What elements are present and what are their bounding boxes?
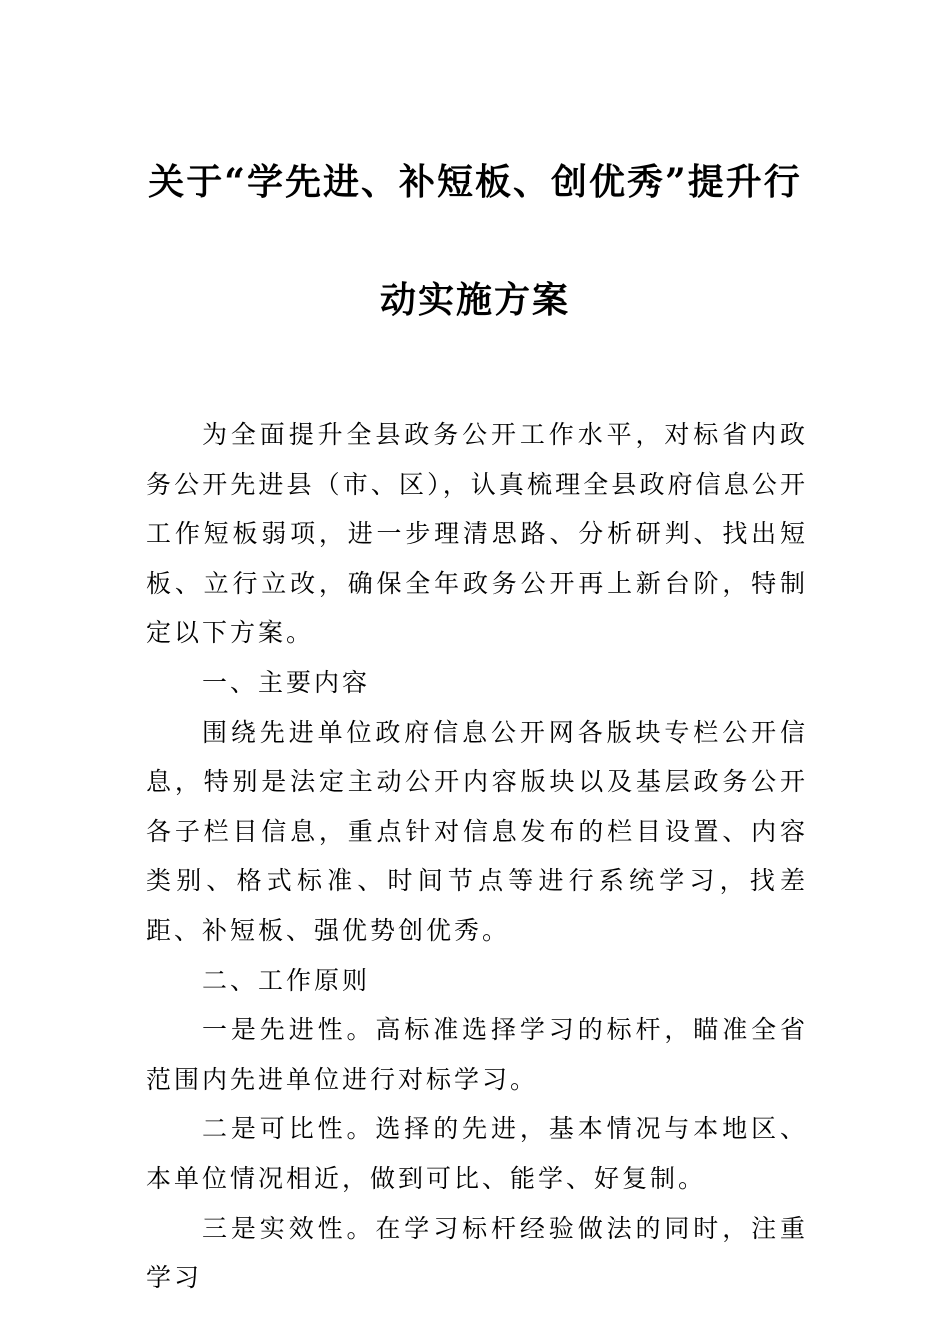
section-heading-main-content: 一、主要内容 [202, 667, 371, 697]
document-title-line-1: 关于“学先进、补短板、创优秀”提升行 [148, 161, 802, 203]
document-body [146, 410, 808, 1303]
section-heading-principles: 二、工作原则 [202, 965, 371, 995]
paragraph-principle-comparable: 二是可比性。选择的先进，基本情况与本地区、本单位情况相近，做到可比、能学、好复制。 [146, 1114, 808, 1193]
paragraph-principle-effective: 三是实效性。在学习标杆经验做法的同时，注重学习 [146, 1213, 808, 1293]
document-title-line-2: 动实施方案 [379, 279, 570, 321]
paragraph-intro: 为全面提升全县政务公开工作水平，对标省内政务公开先进县（市、区），认真梳理全县政府信息公开工作短板弱项，进一步理清思路、分析研判、找出短板、立行立改，确保全年政务公开再上新台阶，特制定以下方案。 [146, 420, 808, 648]
paragraph-principle-advanced: 一是先进性。高标准选择学习的标杆，瞄准全省范围内先进单位进行对标学习。 [146, 1015, 808, 1094]
paragraph-main-content: 围绕先进单位政府信息公开网各版块专栏公开信息，特别是法定主动公开内容版块以及基层政务公开各子栏目信息，重点针对信息发布的栏目设置、内容类别、格式标准、时间节点等进行系统学习，找差距、补短板、强优势创优秀。 [146, 717, 808, 945]
